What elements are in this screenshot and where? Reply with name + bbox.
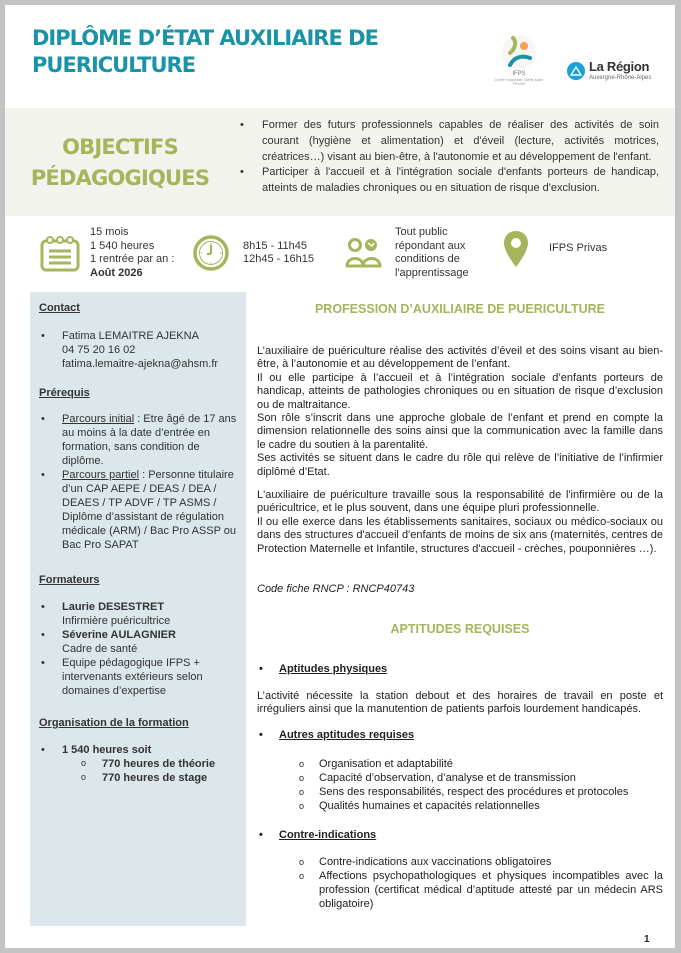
profession-text-2: L'auxiliaire de puériculture travaille sous la responsabilité de l'infirmière ou de la puéricultrice, et le plus souvent, dans une équipe pluri professionnelle. Il ou elle exerce dans les établissements sanitaires, sociaux ou médico-sociaux ou dans des structures d'accueil d'enfants de moins de six ans (maternités, centres de Protection Maternelle et Infantile, structures d'accueil - crèches, pouponnières …).	[257, 489, 663, 555]
info-audience: Tout public répondant aux conditions de l'apprentissage	[345, 226, 469, 280]
objectives-band	[5, 108, 675, 216]
aptitudes-physiques-heading: • Aptitudes physiques	[279, 663, 387, 675]
organisation-sub-item: o 770 heures de stage	[62, 771, 239, 785]
rncp-code: Code fiche RNCP : RNCP40743	[257, 583, 415, 595]
organisation-list: • 1 540 heures soit o 770 heures de théorie o 770 heures de stage	[39, 743, 239, 785]
ifps-logo: IFPS Centre Hospitalier Sainte-Marie PRIVAS	[485, 33, 553, 93]
title-line-2: PUERICULTURE	[32, 53, 196, 77]
region-logo: La Région Auvergne-Rhône-Alpes	[567, 59, 672, 85]
logos	[475, 27, 675, 97]
title-line-1: DIPLÔME D’ÉTAT AUXILIAIRE DE	[32, 26, 378, 50]
objectives-title: OBJECTIFS PÉDAGOGIQUES	[30, 135, 210, 190]
contre-indication-item: o Affections psychopathologiques et physiques incompatibles avec la profession (certificat médical d’aptitude attesté par un médecin ARS obligatoire)	[319, 869, 663, 911]
prerequis-list	[39, 412, 239, 552]
autres-aptitudes-heading: • Autres aptitudes requises	[279, 729, 414, 741]
clock-icon	[193, 235, 229, 271]
contre-indications-heading: • Contre-indications	[279, 829, 376, 841]
sidebar	[30, 292, 246, 926]
formateur-item: • Laurie DESESTRET Infirmière puéricultrice	[39, 600, 239, 628]
info-duration: 15 mois 1 540 heures 1 rentrée par an : Août 2026	[40, 226, 174, 280]
people-icon	[345, 237, 383, 269]
formateur-item: • Equipe pédagogique IFPS + intervenants extérieurs selon domaines d’expertise	[39, 656, 239, 698]
organisation-sub-item: o 770 heures de théorie	[62, 757, 239, 771]
calendar-icon	[40, 234, 80, 272]
aptitude-item: o Capacité d’observation, d’analyse et de transmission	[319, 771, 663, 785]
info-row	[5, 218, 675, 293]
prerequis-item: • Parcours initial : Etre âgé de 17 ans au moins à la date d’entrée en formation, sans condition de diplôme.	[39, 412, 239, 468]
location-pin-icon	[503, 230, 529, 268]
formateur-item: • Séverine AULAGNIER Cadre de santé	[39, 628, 239, 656]
document-page	[5, 5, 675, 948]
autres-aptitudes-list	[319, 757, 663, 813]
page-title	[32, 25, 452, 79]
objectives-list	[237, 118, 659, 197]
contact-list	[39, 329, 239, 371]
formateurs-list	[39, 600, 239, 698]
contact-name: • Fatima LEMAITRE AJEKNA	[62, 330, 199, 342]
contact-email[interactable]: fatima.lemaitre-ajekna@ahsm.fr	[62, 358, 219, 370]
aptitude-item: o Sens des responsabilités, respect des procédures et protocoles	[319, 785, 663, 799]
aptitude-item: o Organisation et adaptabilité	[319, 757, 663, 771]
contre-indication-item: o Contre-indications aux vaccinations obligatoires	[319, 855, 663, 869]
contre-indications-list	[319, 855, 663, 911]
info-location: IFPS Privas	[503, 230, 607, 268]
ifps-logo-icon	[497, 33, 541, 71]
profession-text-1: L’auxiliaire de puériculture réalise des activités d’éveil et des soins visant au bien-être, à l’autonomie et au développement de l’enfant. Il ou elle participe à l’accueil et à l’intégration sociale d’enfants porteurs de handicap, atteints de pathologies chroniques ou en situation de risque d’exclusion ou de maltraitance. Son rôle s’inscrit dans une approche globale de l’enfant et prend en compte la dimension relationnelle des soins ainsi que la communication avec la famille dans le cadre du soutien à la parentalité. Ses activités se situent dans le cadre du rôle qui relève de l’initiative de l’infirmier diplômé d’Etat.	[257, 345, 663, 478]
contact-phone[interactable]: 04 75 20 16 02	[62, 344, 136, 356]
info-schedule: 8h15 - 11h45 12h45 - 16h15	[193, 235, 314, 271]
contact-heading: Contact	[39, 302, 80, 314]
page-number: 1	[644, 934, 650, 945]
organisation-heading: Organisation de la formation	[39, 717, 189, 729]
aptitudes-title: APTITUDES REQUISES	[390, 622, 530, 636]
profession-title: PROFESSION D’AUXILIAIRE DE PUERICULTURE	[314, 302, 606, 316]
objective-item: • Former des futurs professionnels capables de réaliser des activités de soin courant (hygiène et alimentation) et d'éveil (lecture, activités motrices, créatrices…) visant au bien-être, à l'autonomie et au développement de l'enfant.	[237, 118, 659, 165]
region-mountain-icon	[567, 62, 585, 80]
formateurs-heading: Formateurs	[39, 574, 100, 586]
prerequis-heading: Prérequis	[39, 387, 90, 399]
prerequis-item: • Parcours partiel : Personne titulaire d’un CAP AEPE / DEAS / DEA / DEAES / TP ADVF / TP ASMS / Diplôme d’assistant de régulation médicale (ARM) / Bac Pro ASSP ou Bac Pro SAPAT	[39, 468, 239, 552]
aptitude-item: o Qualités humaines et capacités relationnelles	[319, 799, 663, 813]
objective-item: • Participer à l'accueil et à l'intégration sociale d'enfants porteurs de handicap, atteints de maladies chroniques ou en situation de risque d'exclusion.	[237, 165, 659, 197]
aptitudes-physiques-text: L’activité nécessite la station debout et des horaires de travail en poste et irréguliers ainsi que la manutention de patients parfois lourdement handicapés.	[257, 690, 663, 716]
